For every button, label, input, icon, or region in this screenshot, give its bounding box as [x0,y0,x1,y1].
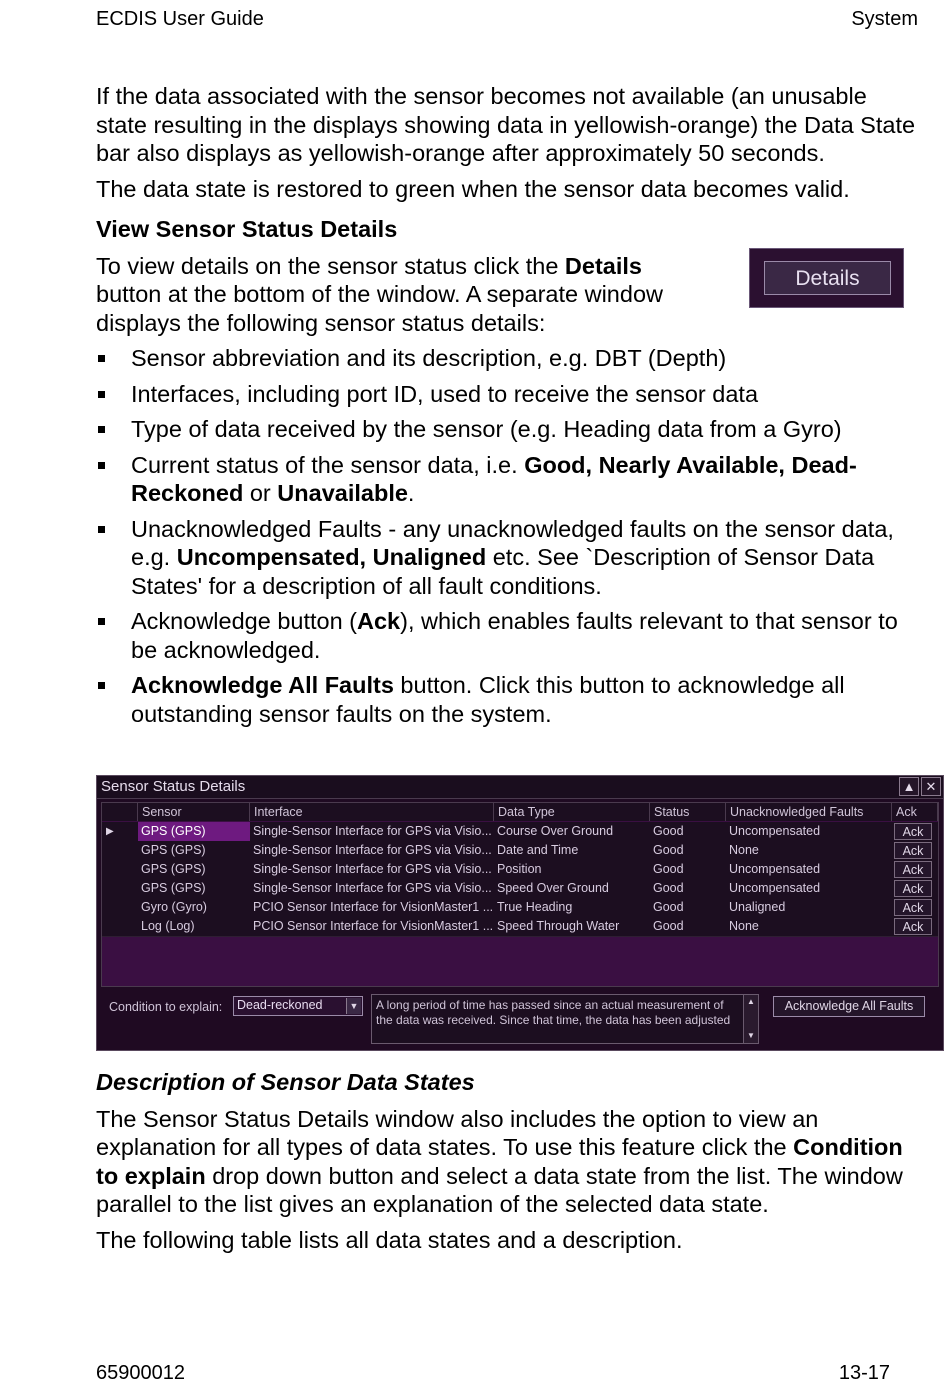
table-row[interactable]: GPS (GPS) Single-Sensor Interface for GPS via Visio... Date and Time Good None Ack [102,841,938,861]
page-footer-left: 65900012 [96,1362,185,1384]
details-button: Details [764,261,891,295]
ack-button[interactable]: Ack [894,861,932,878]
section-heading: Description of Sensor Data States [96,1069,475,1095]
page-content [96,82,918,736]
chevron-down-icon[interactable]: ▼ [346,998,361,1014]
table-row[interactable]: ▶ GPS (GPS) Single-Sensor Interface for GPS via Visio... Course Over Ground Good Uncompensated Ack [102,822,938,842]
ack-button[interactable]: Ack [894,880,932,897]
scroll-down-icon[interactable]: ▼ [747,1031,755,1040]
column-header-interface: Interface [250,803,494,821]
condition-value: Dead-reckoned [237,998,323,1012]
table-row[interactable]: GPS (GPS) Single-Sensor Interface for GPS via Visio... Position Good Uncompensated Ack [102,860,938,880]
acknowledge-all-faults-button[interactable]: Acknowledge All Faults [773,996,925,1017]
condition-dropdown[interactable] [233,996,363,1016]
paragraph: If the data associated with the sensor becomes not available (an unusable state resulting in the displays showing data in yellowish-orange) the Data State bar also displays as yellowish-orange after approximately 50 seconds. [96,83,916,166]
list-item: Interfaces, including port ID, used to receive the sensor data [96,380,918,409]
window-title-bar [97,776,943,799]
explanation-box[interactable] [371,994,759,1044]
page-header-right: System [851,8,918,30]
bullet-list [96,344,918,728]
close-icon[interactable]: ✕ [921,777,941,796]
column-header-sensor: Sensor [138,803,250,821]
current-row-icon: ▶ [106,826,114,837]
ack-button[interactable]: Ack [894,842,932,859]
list-item: Acknowledge button (Ack), which enables faults relevant to that sensor to be acknowledged. [96,607,918,664]
intro-paragraph: To view details on the sensor status click the Details button at the bottom of the window. A separate window displays the following sensor status details: [96,252,663,336]
list-item: Current status of the sensor data, i.e. Good, Nearly Available, Dead-Reckoned or Unavailable. [96,451,918,508]
condition-label: Condition to explain: [109,1000,223,1014]
scroll-up-icon[interactable]: ▲ [747,997,755,1006]
section-heading: View Sensor Status Details [96,216,398,242]
ack-button[interactable]: Ack [894,918,932,935]
scrollbar[interactable] [743,995,758,1043]
paragraph: The data state is restored to green when the sensor data becomes valid. [96,175,850,202]
list-item: Acknowledge All Faults button. Click this button to acknowledge all outstanding sensor faults on the system. [96,671,918,728]
window-bottom-bar [101,990,939,1046]
column-header-faults: Unacknowledged Faults [726,803,892,821]
ack-button[interactable]: Ack [894,899,932,916]
lower-content [96,1068,918,1261]
column-header-data-type: Data Type [494,803,650,821]
column-header-blank [102,803,138,821]
list-item: Sensor abbreviation and its description, e.g. DBT (Depth) [96,344,918,373]
sensor-table [101,802,939,987]
column-header-ack: Ack [892,803,938,821]
paragraph: The following table lists all data states and a description. [96,1226,683,1253]
page-header-left: ECDIS User Guide [96,8,264,30]
pin-icon[interactable]: ▲ [899,777,919,796]
page-number: 13-17 [838,1362,890,1384]
list-item: Unacknowledged Faults - any unacknowledged faults on the sensor data, e.g. Uncompensated, Unaligned etc. See `Description of Sensor Data States' for a description of all fault conditions. [96,515,918,601]
table-row[interactable]: Log (Log) PCIO Sensor Interface for VisionMaster1 ... Speed Through Water Good None Ack [102,917,938,937]
window-title: Sensor Status Details [101,778,246,795]
ack-button[interactable]: Ack [894,823,932,840]
paragraph: The Sensor Status Details window also includes the option to view an explanation for all types of data states. To use this feature click the Condition to explain drop down button and select a data state from the list. The window parallel to the list gives an explanation of the selected data state. [96,1105,903,1217]
details-button-image [749,248,904,308]
table-row[interactable]: GPS (GPS) Single-Sensor Interface for GPS via Visio... Speed Over Ground Good Uncompensated Ack [102,879,938,899]
explanation-text: A long period of time has passed since an actual measurement of the data was received. Since that time, the data has been adjusted [376,998,731,1027]
column-header-status: Status [650,803,726,821]
list-item: Type of data received by the sensor (e.g. Heading data from a Gyro) [96,415,918,444]
table-row[interactable]: Gyro (Gyro) PCIO Sensor Interface for VisionMaster1 ... True Heading Good Unaligned Ack [102,898,938,918]
sensor-status-window [96,775,944,1051]
intro-block [96,252,918,338]
